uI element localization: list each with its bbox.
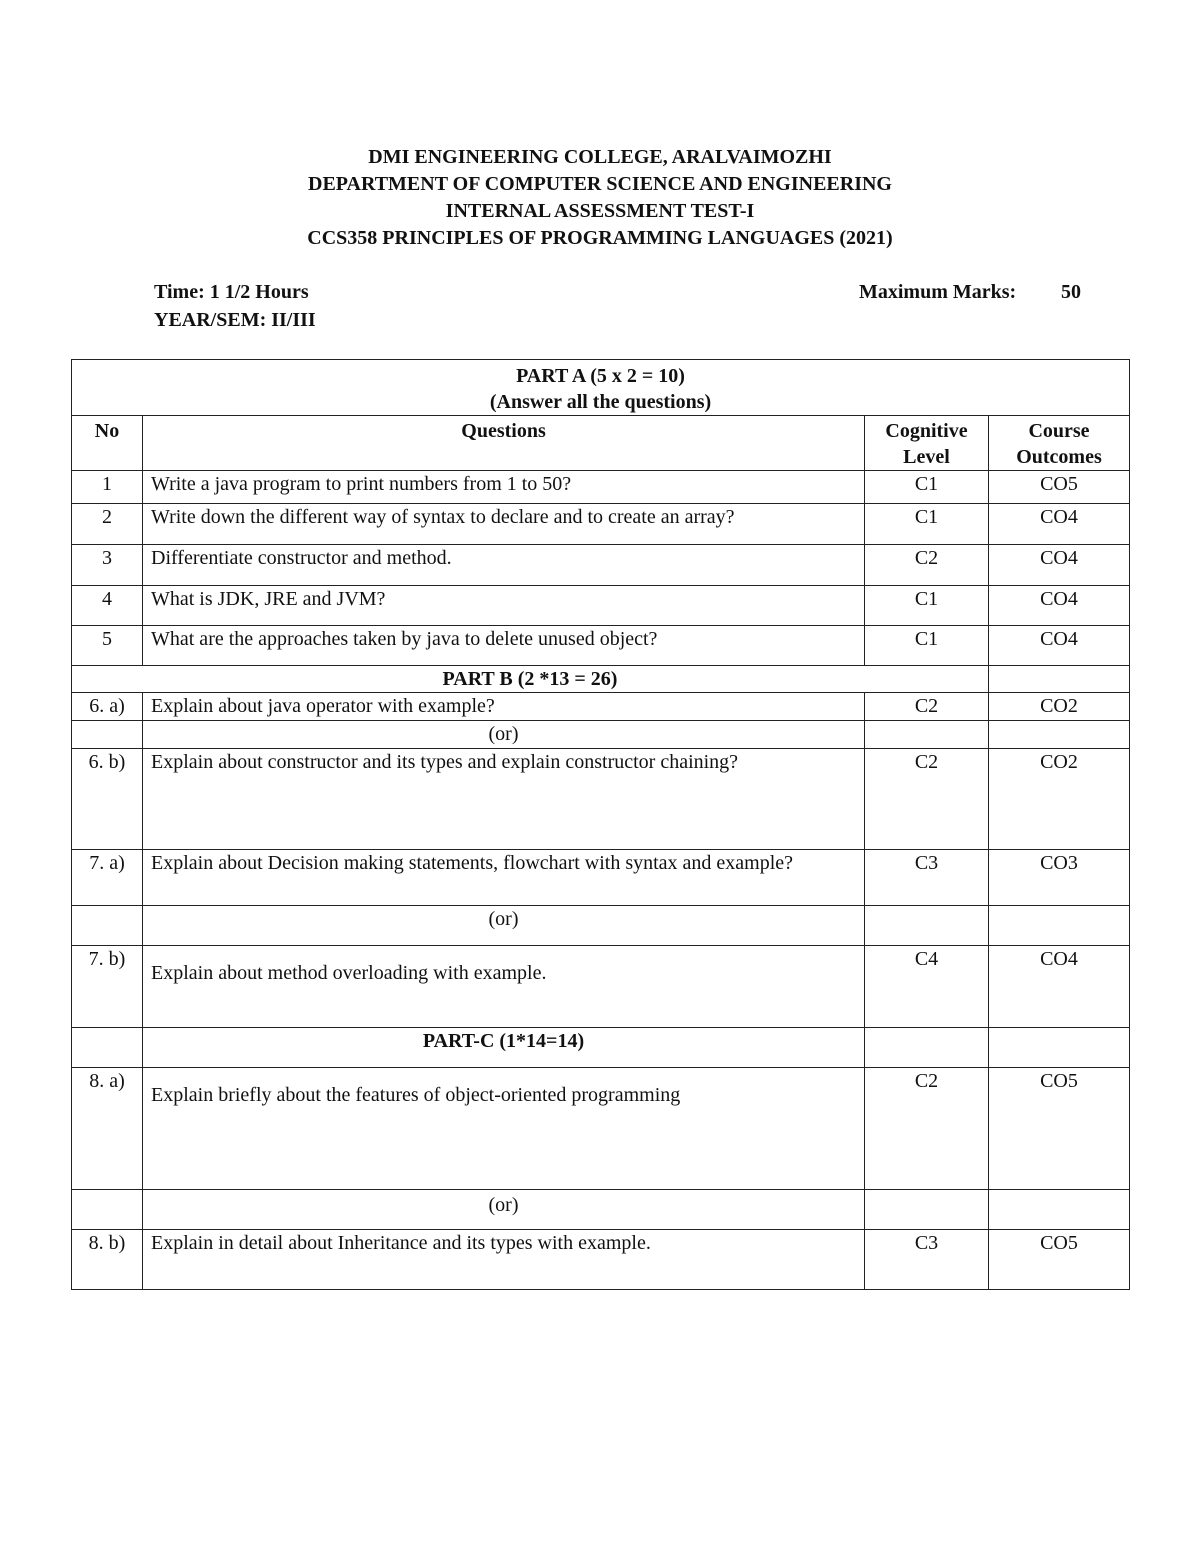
table-row bbox=[72, 749, 1130, 850]
test-name: INTERNAL ASSESSMENT TEST-I bbox=[445, 200, 755, 222]
course-outcome: CO5 bbox=[989, 1230, 1130, 1290]
question-text: Explain in detail about Inheritance and its types with example. bbox=[143, 1230, 865, 1290]
or-label: (or) bbox=[143, 906, 865, 946]
document-header bbox=[0, 144, 1200, 252]
empty-cell bbox=[989, 1190, 1130, 1230]
question-number: 4 bbox=[72, 586, 143, 626]
cognitive-level: C1 bbox=[865, 626, 989, 666]
question-number: 8. b) bbox=[72, 1230, 143, 1290]
table-row bbox=[72, 626, 1130, 666]
empty-cell bbox=[989, 721, 1130, 749]
question-number: 1 bbox=[72, 471, 143, 504]
question-text: Explain about method overloading with example. bbox=[143, 946, 865, 1028]
part-a-title: PART A (5 x 2 = 10) bbox=[516, 365, 685, 387]
question-text: Write a java program to print numbers from 1 to 50? bbox=[143, 471, 865, 504]
table-row bbox=[72, 946, 1130, 1028]
question-text: Explain about java operator with example? bbox=[143, 693, 865, 721]
column-header-cognitive: Cognitive Level bbox=[865, 416, 989, 471]
question-text: Explain about Decision making statements, flowchart with syntax and example? bbox=[143, 850, 865, 906]
cognitive-level: C4 bbox=[865, 946, 989, 1028]
question-number: 7. b) bbox=[72, 946, 143, 1028]
or-row bbox=[72, 906, 1130, 946]
empty-cell bbox=[72, 1190, 143, 1230]
college-name: DMI ENGINEERING COLLEGE, ARALVAIMOZHI bbox=[368, 146, 832, 168]
max-marks-label: Maximum Marks: bbox=[859, 281, 1017, 303]
part-b-title: PART B (2 *13 = 26) bbox=[72, 666, 989, 693]
column-header-no: No bbox=[72, 416, 143, 471]
question-number: 2 bbox=[72, 504, 143, 545]
table-row bbox=[72, 1230, 1130, 1290]
or-row bbox=[72, 721, 1130, 749]
question-number: 8. a) bbox=[72, 1068, 143, 1190]
empty-cell bbox=[865, 721, 989, 749]
course-outcome: CO4 bbox=[989, 626, 1130, 666]
question-text: Explain briefly about the features of object-oriented programming bbox=[143, 1068, 865, 1190]
year-sem-label: YEAR/SEM: II/III bbox=[154, 309, 316, 331]
empty-cell bbox=[989, 666, 1130, 693]
max-marks-value: 50 bbox=[1061, 281, 1081, 303]
empty-cell bbox=[989, 1028, 1130, 1068]
cognitive-level: C2 bbox=[865, 749, 989, 850]
course-outcome: CO5 bbox=[989, 471, 1130, 504]
question-number: 7. a) bbox=[72, 850, 143, 906]
column-header-questions: Questions bbox=[143, 416, 865, 471]
part-a-instruction: (Answer all the questions) bbox=[489, 391, 712, 413]
table-row bbox=[72, 471, 1130, 504]
or-label: (or) bbox=[143, 1190, 865, 1230]
cognitive-level: C2 bbox=[865, 693, 989, 721]
question-number: 3 bbox=[72, 545, 143, 586]
cognitive-level: C2 bbox=[865, 1068, 989, 1190]
table-row bbox=[72, 586, 1130, 626]
empty-cell bbox=[72, 1028, 143, 1068]
course-outcome: CO2 bbox=[989, 693, 1130, 721]
question-text: Explain about constructor and its types and explain constructor chaining? bbox=[143, 749, 865, 850]
empty-cell bbox=[72, 721, 143, 749]
question-text: What are the approaches taken by java to delete unused object? bbox=[143, 626, 865, 666]
column-header-row bbox=[72, 416, 1130, 471]
table-row bbox=[72, 693, 1130, 721]
empty-cell bbox=[865, 1190, 989, 1230]
empty-cell bbox=[989, 906, 1130, 946]
empty-cell bbox=[865, 1028, 989, 1068]
question-number: 6. a) bbox=[72, 693, 143, 721]
course-outcome: CO3 bbox=[989, 850, 1130, 906]
part-b-header-row bbox=[72, 666, 1130, 693]
course-outcome: CO4 bbox=[989, 545, 1130, 586]
part-c-title: PART-C (1*14=14) bbox=[143, 1028, 865, 1068]
course-outcome: CO4 bbox=[989, 586, 1130, 626]
table-row bbox=[72, 504, 1130, 545]
table-row bbox=[72, 545, 1130, 586]
part-c-header-row bbox=[72, 1028, 1130, 1068]
part-a-header-cell bbox=[72, 360, 1130, 416]
time-label: Time: 1 1/2 Hours bbox=[154, 281, 309, 303]
cognitive-level: C1 bbox=[865, 471, 989, 504]
table-row bbox=[72, 1068, 1130, 1190]
course-outcome: CO2 bbox=[989, 749, 1130, 850]
course-title: CCS358 PRINCIPLES OF PROGRAMMING LANGUAGES (2021) bbox=[307, 227, 893, 249]
question-number: 6. b) bbox=[72, 749, 143, 850]
question-text: What is JDK, JRE and JVM? bbox=[143, 586, 865, 626]
cognitive-level: C1 bbox=[865, 504, 989, 545]
course-outcome: CO5 bbox=[989, 1068, 1130, 1190]
or-label: (or) bbox=[143, 721, 865, 749]
column-header-outcomes: Course Outcomes bbox=[989, 416, 1130, 471]
table-row bbox=[72, 850, 1130, 906]
department-name: DEPARTMENT OF COMPUTER SCIENCE AND ENGINEERING bbox=[308, 173, 892, 195]
question-number: 5 bbox=[72, 626, 143, 666]
question-text: Write down the different way of syntax to declare and to create an array? bbox=[143, 504, 865, 545]
empty-cell bbox=[865, 906, 989, 946]
or-row bbox=[72, 1190, 1130, 1230]
course-outcome: CO4 bbox=[989, 504, 1130, 545]
cognitive-level: C3 bbox=[865, 1230, 989, 1290]
course-outcome: CO4 bbox=[989, 946, 1130, 1028]
question-table bbox=[71, 359, 1130, 1290]
cognitive-level: C2 bbox=[865, 545, 989, 586]
empty-cell bbox=[72, 906, 143, 946]
cognitive-level: C1 bbox=[865, 586, 989, 626]
part-a-header-row bbox=[72, 360, 1130, 416]
cognitive-level: C3 bbox=[865, 850, 989, 906]
question-text: Differentiate constructor and method. bbox=[143, 545, 865, 586]
